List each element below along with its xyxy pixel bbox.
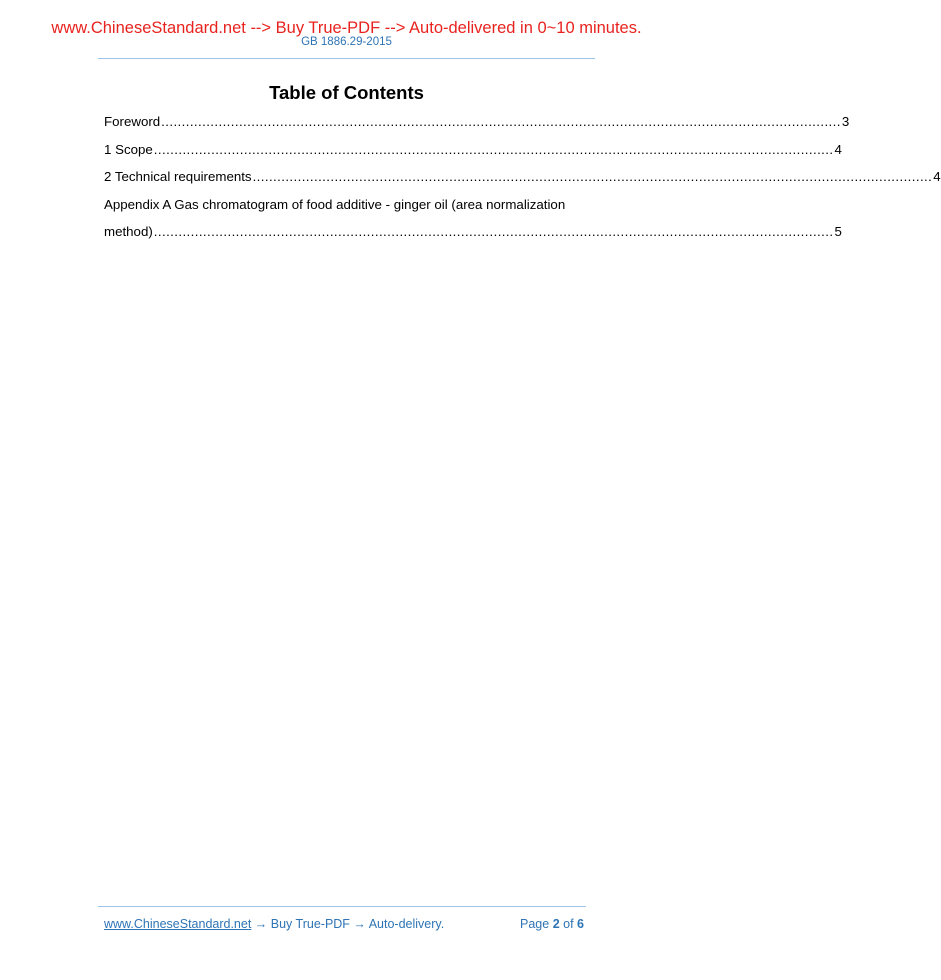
toc-dot-leader: ......................................................................................................................................................................	[153, 141, 834, 157]
toc-entry-label: Foreword	[104, 114, 161, 129]
toc-entry-page: 5	[834, 224, 842, 239]
toc-dot-leader: ......................................................................................................................................................................	[161, 114, 841, 129]
toc-entry-label: 1 Scope	[104, 141, 153, 157]
total-pages-number: 6	[577, 917, 584, 931]
toc-entry-page: 3	[841, 114, 850, 129]
footer-tagline: → Buy True-PDF → Auto-delivery.	[251, 917, 445, 931]
of-word: of	[563, 917, 574, 931]
toc-entry-label: Appendix A Gas chromatogram of food additive - ginger oil (area normalization	[104, 196, 566, 212]
toc-entry-label: method)	[104, 224, 153, 239]
toc-entry-scope[interactable]	[104, 141, 842, 170]
document-code: GB 1886.29-2015	[301, 36, 392, 48]
page-footer	[104, 916, 584, 932]
toc-entry-appendix-a[interactable]	[104, 197, 588, 225]
toc-entry-page: 4	[834, 141, 842, 157]
toc-title: Table of Contents	[269, 82, 424, 103]
header-divider	[98, 58, 595, 59]
toc-entry-page: 4	[933, 169, 941, 184]
toc-entry-foreword[interactable]	[104, 114, 850, 142]
toc-dot-leader: ......................................................................................................................................................................	[252, 169, 933, 184]
table-of-contents	[104, 114, 941, 252]
current-page-number: 2	[552, 917, 560, 931]
footer-divider	[98, 906, 586, 907]
page-indicator	[520, 916, 584, 932]
toc-entry-label: 2 Technical requirements	[104, 169, 252, 184]
footer-website-link[interactable]: www.ChineseStandard.net	[104, 917, 252, 931]
toc-entry-appendix-a-continued[interactable]	[104, 224, 842, 252]
page-word: Page	[520, 917, 550, 931]
toc-entry-technical-requirements[interactable]	[104, 169, 941, 197]
toc-dot-leader: ......................................................................................................................................................................	[153, 224, 834, 239]
promo-banner[interactable]: www.ChineseStandard.net --> Buy True-PDF --> Auto-delivered in 0~10 minutes.	[51, 19, 642, 37]
